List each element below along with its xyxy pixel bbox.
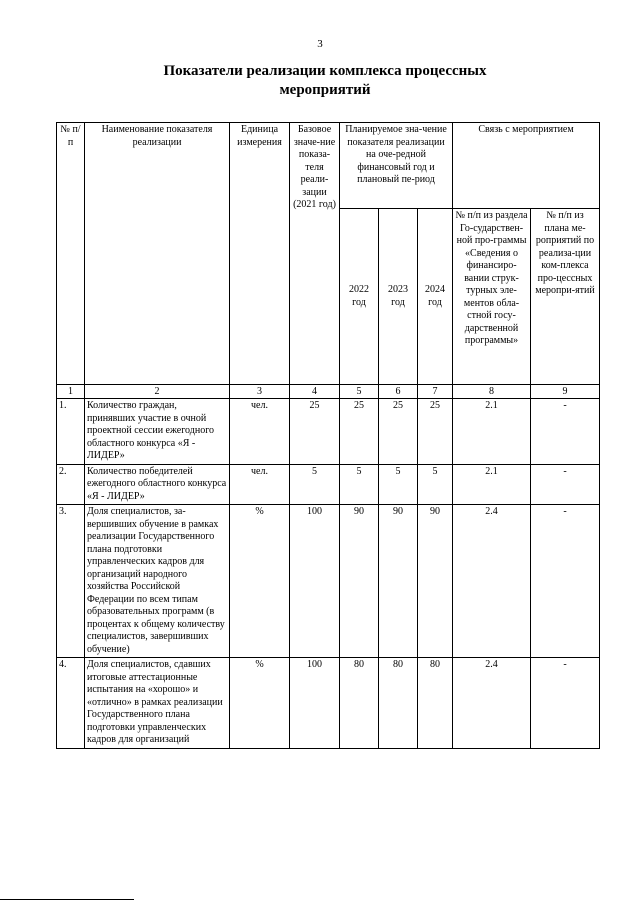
value-2023: 90 — [379, 505, 418, 658]
value-2024: 5 — [418, 464, 453, 505]
indicators-table — [56, 122, 600, 749]
value-2023: 5 — [379, 464, 418, 505]
page-number: 3 — [317, 38, 323, 50]
base-value: 5 — [290, 464, 340, 505]
table-row — [57, 505, 600, 658]
value-2022: 5 — [340, 464, 379, 505]
column-number: 1 — [57, 385, 85, 399]
header-base: Базовое значе-ние показа-теля реали-зации (2021 год) — [290, 123, 340, 385]
footnote-divider — [0, 899, 134, 900]
column-number-row — [57, 385, 600, 399]
column-number: 8 — [453, 385, 531, 399]
header-year-2022: 2022 год — [340, 209, 379, 385]
table-row — [57, 658, 600, 749]
plan-ref: - — [531, 658, 600, 749]
value-2024: 80 — [418, 658, 453, 749]
indicator-name: Количество победителей ежегодного областного конкурса «Я - ЛИДЕР» — [85, 464, 230, 505]
header-link-program: № п/п из раздела Го-сударствен-ной про-граммы «Сведения о финансиро-вании струк-турных эле-ментов обла-стной госу-дарственной программы» — [453, 209, 531, 385]
document-title — [100, 62, 550, 100]
plan-ref: - — [531, 464, 600, 505]
header-row-1 — [57, 123, 600, 209]
table-row — [57, 399, 600, 465]
row-num: 2. — [57, 464, 85, 505]
base-value: 25 — [290, 399, 340, 465]
row-num: 4. — [57, 658, 85, 749]
indicator-unit: % — [230, 658, 290, 749]
program-ref: 2.4 — [453, 505, 531, 658]
column-number: 9 — [531, 385, 600, 399]
title-line-1: Показатели реализации комплекса процессных — [163, 63, 487, 79]
indicator-unit: чел. — [230, 399, 290, 465]
value-2023: 80 — [379, 658, 418, 749]
row-num: 3. — [57, 505, 85, 658]
program-ref: 2.4 — [453, 658, 531, 749]
indicator-name: Доля специалистов, за-вершивших обучение в рамках реализации Государственного плана подготовки управленческих кадров для организаций народного хозяйства Российской Федерации по всем типам образовательных программ (в процентах к общему количеству специалистов, завершивших обучение) — [85, 505, 230, 658]
base-value: 100 — [290, 505, 340, 658]
header-unit: Единица измерения — [230, 123, 290, 385]
value-2023: 25 — [379, 399, 418, 465]
header-planned: Планируемое зна-чение показателя реализации на оче-редной финансовый год и плановый пе-риод — [340, 123, 453, 209]
program-ref: 2.1 — [453, 464, 531, 505]
indicator-name: Количество граждан, принявших участие в очной проектной сессии ежегодного областного конкурса «Я - ЛИДЕР» — [85, 399, 230, 465]
header-link: Связь с мероприятием — [453, 123, 600, 209]
header-name: Наименование показателя реализации — [85, 123, 230, 385]
program-ref: 2.1 — [453, 399, 531, 465]
plan-ref: - — [531, 399, 600, 465]
plan-ref: - — [531, 505, 600, 658]
value-2022: 25 — [340, 399, 379, 465]
value-2022: 80 — [340, 658, 379, 749]
column-number: 4 — [290, 385, 340, 399]
base-value: 100 — [290, 658, 340, 749]
header-year-2023: 2023 год — [379, 209, 418, 385]
indicator-name: Доля специалистов, сдавших итоговые аттестационные испытания на «хорошо» и «отлично» в рамках реализации Государственного плана подготовки управленческих кадров для организаций — [85, 658, 230, 749]
header-year-2024: 2024 год — [418, 209, 453, 385]
title-line-2: мероприятий — [279, 82, 371, 98]
header-link-plan: № п/п из плана ме-роприятий по реализа-ции ком-плекса про-цессных меропри-ятий — [531, 209, 600, 385]
value-2024: 25 — [418, 399, 453, 465]
column-number: 2 — [85, 385, 230, 399]
column-number: 5 — [340, 385, 379, 399]
value-2022: 90 — [340, 505, 379, 658]
header-num: № п/п — [57, 123, 85, 385]
indicator-unit: % — [230, 505, 290, 658]
column-number: 7 — [418, 385, 453, 399]
table-row — [57, 464, 600, 505]
column-number: 3 — [230, 385, 290, 399]
indicator-unit: чел. — [230, 464, 290, 505]
row-num: 1. — [57, 399, 85, 465]
column-number: 6 — [379, 385, 418, 399]
value-2024: 90 — [418, 505, 453, 658]
